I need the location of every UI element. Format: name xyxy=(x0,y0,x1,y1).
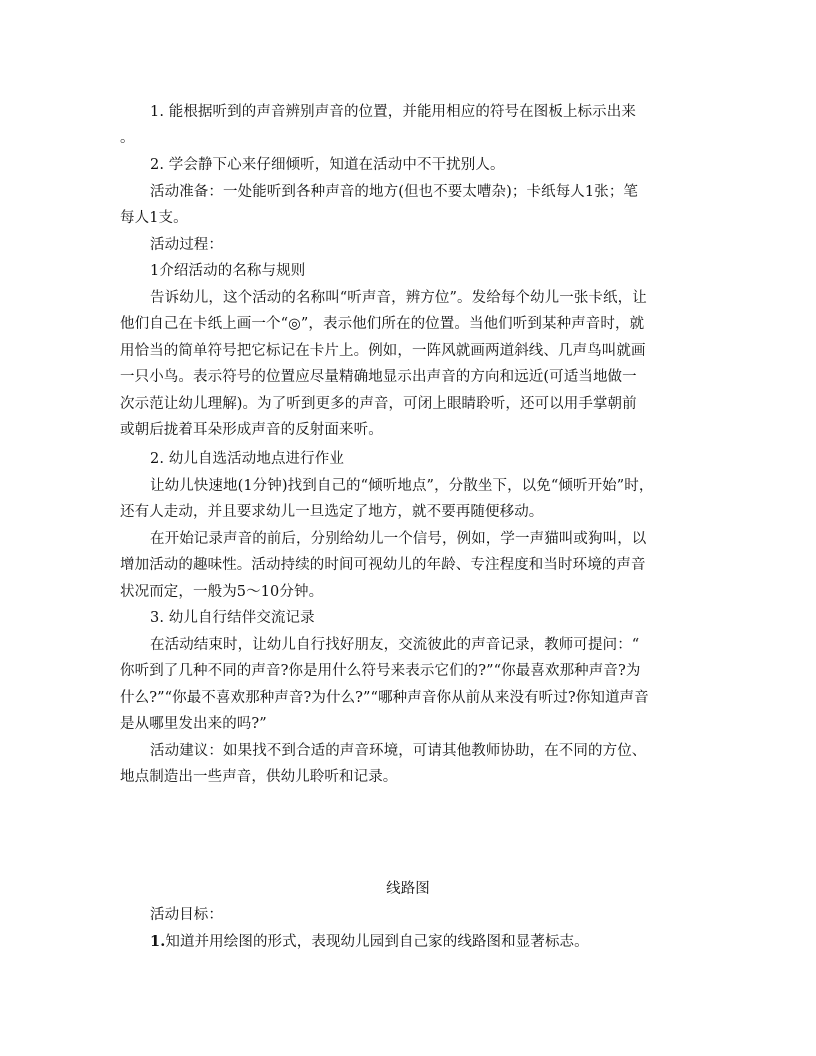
step-3-paragraph-line: 你听到了几种不同的声音?你是用什么符号来表示它们的?”“你最喜欢那种声音?为 xyxy=(120,663,641,679)
step-1-paragraph-line: 用恰当的简单符号把它标记在卡片上。例如，一阵风就画两道斜线、几声鸟叫就画 xyxy=(120,343,646,359)
route-goal-item-1-number: 1. xyxy=(150,933,166,950)
preparation-paragraph: 活动准备：一处能听到各种声音的地方(但也不要太嘈杂)；卡纸每人1张；笔 xyxy=(150,184,639,200)
step-1-paragraph-line: 他们自己在卡纸上画一个“◎”，表示他们所在的位置。当他们听到某种声音时，就 xyxy=(120,316,645,332)
signal-paragraph: 在开始记录声音的前后，分别给幼儿一个信号，例如，学一声猫叫或狗叫，以 xyxy=(150,531,647,547)
suggestion-paragraph: 活动建议：如果找不到合适的声音环境，可请其他教师协助，在不同的方位、 xyxy=(150,743,647,759)
step-1-paragraph: 告诉幼儿，这个活动的名称叫“听声音，辨方位”。发给每个幼儿一张卡纸，让 xyxy=(150,290,647,306)
step-3-heading: 3. 幼儿自行结伴交流记录 xyxy=(150,610,315,626)
process-heading: 活动过程： xyxy=(150,237,223,253)
step-2-paragraph-line: 还有人走动，并且要求幼儿一旦选定了地方，就不要再随便移动。 xyxy=(120,504,544,520)
step-1-paragraph-line: 次示范让幼儿理解)。为了听到更多的声音，可闭上眼睛聆听，还可以用手掌朝前 xyxy=(120,396,637,412)
goal-item-2: 2. 学会静下心来仔细倾听，知道在活动中不干扰别人。 xyxy=(150,157,505,173)
step-2-paragraph: 让幼儿快速地(1分钟)找到自己的“倾听地点”，分散坐下，以免“倾听开始”时， xyxy=(150,478,654,494)
section-title: 线路图 xyxy=(386,881,430,897)
step-1-paragraph-line: 一只小鸟。表示符号的位置应尽量精确地显示出声音的方向和远近(可适当地做一 xyxy=(120,369,637,385)
step-2-heading: 2. 幼儿自选活动地点进行作业 xyxy=(150,451,344,467)
preparation-paragraph-continuation: 每人1支。 xyxy=(120,210,188,226)
step-1-paragraph-line: 或朝后拢着耳朵形成声音的反射面来听。 xyxy=(120,422,383,438)
step-3-paragraph: 在活动结束时，让幼儿自行找好朋友，交流彼此的声音记录，教师可提问：“ xyxy=(150,637,640,653)
step-3-paragraph-line: 什么?”“你最不喜欢那种声音?为什么?”“哪种声音你从前从来没有听过?你知道声音 xyxy=(120,690,649,706)
suggestion-paragraph-line: 地点制造出一些声音，供幼儿聆听和记录。 xyxy=(120,769,398,785)
route-goal-item-1-text: 知道并用绘图的形式，表现幼儿园到自己家的线路图和显著标志。 xyxy=(165,934,589,950)
signal-paragraph-line: 状况而定，一般为5～10分钟。 xyxy=(120,584,324,600)
goal-item-1-continuation: 。 xyxy=(120,130,135,146)
route-goal-item-1 xyxy=(150,929,700,955)
signal-paragraph-line: 增加活动的趣味性。活动持续的时间可视幼儿的年龄、专注程度和当时环境的声音 xyxy=(120,557,646,573)
goal-item-1: 1. 能根据听到的声音辨别声音的位置，并能用相应的符号在图板上标示出来 xyxy=(150,104,636,120)
step-1-heading: 1介绍活动的名称与规则 xyxy=(150,263,306,279)
goal-label: 活动目标： xyxy=(150,907,223,923)
step-3-paragraph-line: 是从哪里发出来的吗?” xyxy=(120,716,267,732)
